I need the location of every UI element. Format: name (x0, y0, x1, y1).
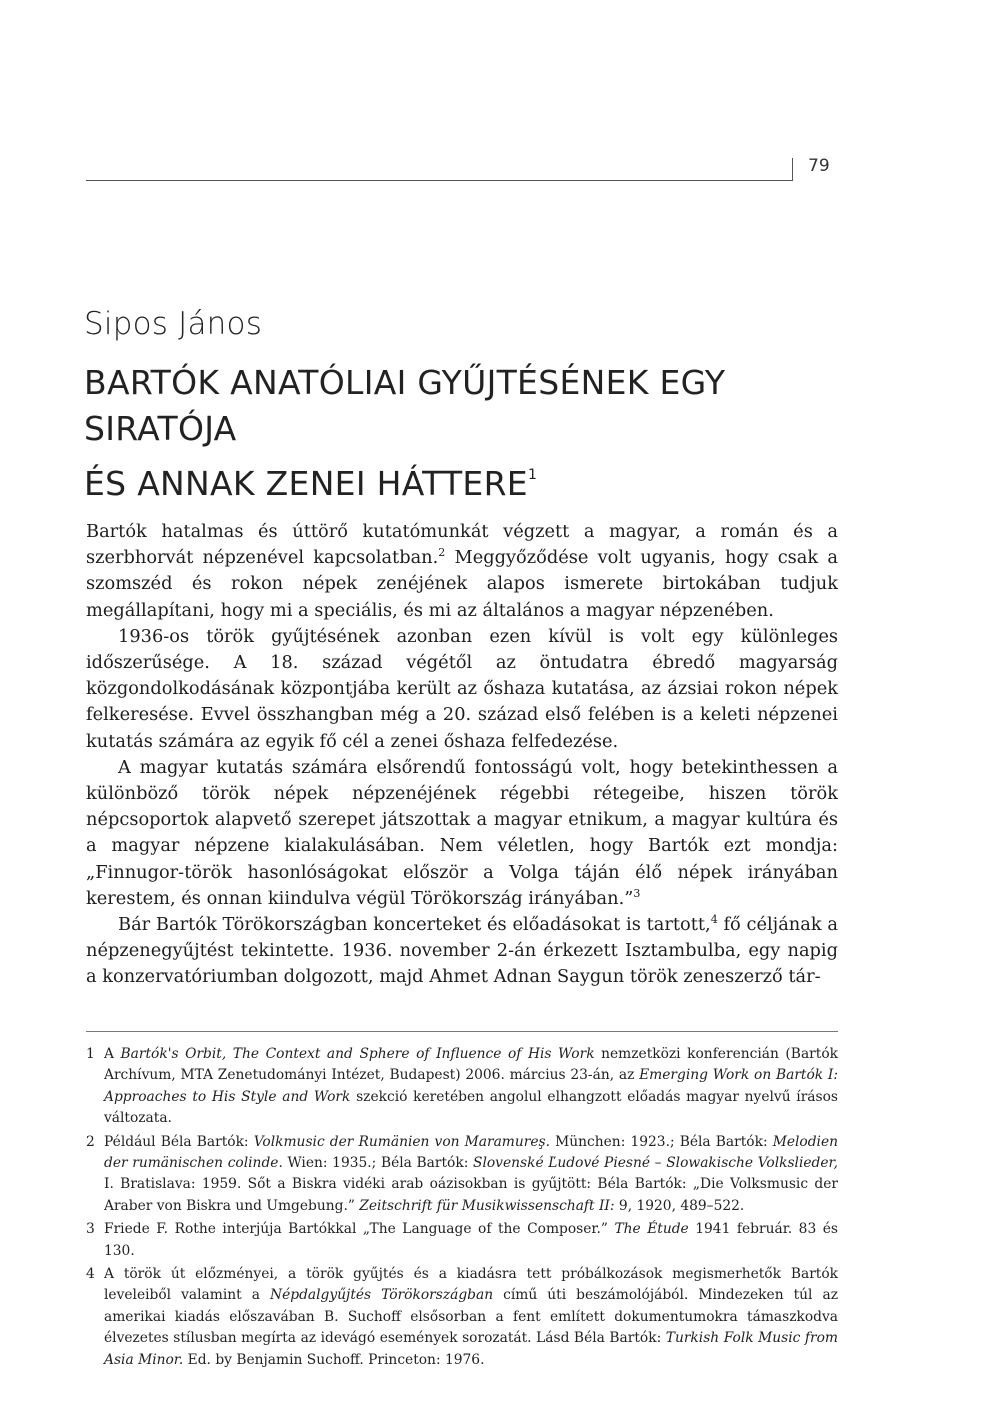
title-line-2-text: ÉS ANNAK ZENEI HÁTTERE (84, 464, 528, 503)
fn2-a: Például Béla Bartók: (104, 1133, 254, 1150)
footnote-ref-2[interactable]: 2 (438, 546, 446, 560)
fn1-a-italic: Bartók's Orbit, The Context and Sphere of Influence of His Work (120, 1046, 595, 1062)
footnote-3 (86, 1219, 838, 1262)
fn3-a: Friede F. Rothe interjúja Bartókkal „The Language of the Composer.” (104, 1221, 615, 1238)
fn4-a: A török út előzményei, a török gyűjtés és a kiadásra tett próbálkozások megismerhetők Bartók leveleiből valamint a (104, 1266, 838, 1304)
paragraph-1-text-b: Meggyőződése volt ugyanis, hogy csak a szomszéd és rokon népek zenéjének alapos ismerete birtokában tudjuk megállapítani, hogy mi a speciális, és mi az általános a magyar népzenében. (86, 547, 838, 621)
footnote-text (104, 1044, 838, 1130)
footnotes (86, 1044, 838, 1373)
paragraph-4-text-a: Bár Bartók Törökországban koncerteket és előadásokat is tartott, (118, 914, 711, 936)
fn1-a: A (104, 1046, 121, 1062)
fn1-b: nemzetközi konferencián (Bartók Archívum, MTA Zenetudományi Intézet, Budapest) 2006. március 23-án, az (104, 1046, 838, 1084)
footnote-rule (86, 1031, 838, 1032)
title-line-2 (84, 452, 864, 507)
fn2-b-italic: Melodien der rumänischen colinde. (104, 1133, 839, 1172)
footnote-number: 2 (86, 1133, 95, 1150)
paragraph-4-text-b: fő céljának a népzenegyűjtést tekintette. 1936. november 2-án érkezett Isztambulba, egy napig a konzervatóriumban dolgozott, majd Ahmet Adnan Saygun török zeneszerző tár- (86, 914, 838, 988)
footnote-ref-4[interactable]: 4 (710, 913, 718, 927)
fn4-a-italic: Népdalgyűjtés Törökországban (270, 1287, 494, 1304)
fn1-c: szekció keretében angolul elhangzott előadás magyar nyelvű írásos változata. (104, 1088, 838, 1127)
fn2-d: I. Bratislava: 1959. Sőt a Biskra vidéki arab oázisokban is gyűjtött: Béla Bartók: „Die Volksmusic der Araber von Biskra und Umgebung.” (104, 1176, 838, 1214)
fn4-b: című úti beszámolójából. Mindezeken túl az amerikai kiadás előszavában B. Suchoff elsősorban a fent említett dokumentumokra támaszkodva élvezetes stílusban megírta az idevágó események sorozatát. Lásd Béla Bartók: (104, 1287, 838, 1347)
paragraph-3 (86, 755, 838, 912)
author-name: Sipos János (84, 306, 263, 342)
paragraph-1 (86, 519, 838, 624)
header-divider-tick (792, 158, 793, 181)
footnote-ref-3[interactable]: 3 (633, 886, 641, 900)
header-rule (86, 180, 792, 181)
body-text (86, 519, 838, 991)
paragraph-3-text: A magyar kutatás számára elsőrendű fontosságú volt, hogy betekinthessen a különböző török népek népzenéjének régebbi rétegeibe, hiszen török népcsoportok alapvető szerepet játszottak a magyar etnikum, a magyar kultúra és a magyar népzene kialakulásában. Nem véletlen, hogy Bartók ezt mondja: „Finnugor-török hasonlóságokat először a Volga táján élő népek irányában kerestem, és onnan kiindulva végül Törökország irányában.” (86, 756, 838, 909)
footnote-4 (86, 1264, 838, 1371)
paragraph-1-text-a: Bartók hatalmas és úttörő kutatómunkát végzett a magyar, a román és a szerbhorvát népzenével kapcsolatban. (86, 521, 838, 569)
fn3-a-italic: The Étude (614, 1221, 689, 1238)
title-line-1: BARTÓK ANATÓLIAI GYŰJTÉSÉNEK EGY SIRATÓJA (84, 363, 726, 448)
fn4-b-italic: Turkish Folk Music from Asia Minor. (104, 1330, 838, 1368)
fn2-e: 9, 1920, 489–522. (614, 1197, 745, 1214)
footnote-2 (86, 1132, 838, 1218)
fn2-c-italic: Slovenské Ľudové Piesné – Slowakische Volkslieder, (473, 1155, 839, 1172)
footnote-text (104, 1219, 838, 1262)
article-title (84, 360, 864, 507)
fn1-b-italic: Emerging Work on Bartók I: Approaches to His Style and Work (104, 1067, 838, 1105)
fn2-c: Wien: 1935.; Béla Bartók: (282, 1155, 473, 1172)
footnote-text (104, 1264, 838, 1371)
fn2-b: München: 1923.; Béla Bartók: (550, 1133, 773, 1150)
fn4-c: Ed. by Benjamin Suchoff. Princeton: 1976. (183, 1351, 485, 1368)
fn3-b: 1941 február. 83 és 130. (104, 1221, 838, 1259)
footnote-text (104, 1132, 838, 1218)
fn2-d-italic: Zeitschrift für Musikwissenschaft II: (359, 1197, 615, 1214)
page-number: 79 (808, 156, 830, 176)
fn2-a-italic: Volkmusic der Rumänien von Maramureş. (253, 1133, 551, 1150)
paragraph-2: 1936-os török gyűjtésének azonban ezen kívül is volt egy különleges időszerűsége. A 18. század végétől az öntudatra ébredő magyarság közgondolkodásának központjába került az őshaza kutatása, az ázsiai rokon népek felkeresése. Evvel összhangban még a 20. század első felében is a keleti népzenei kutatás számára az egyik fő cél a zenei őshaza felfedezése. (86, 625, 838, 752)
footnote-1 (86, 1044, 838, 1130)
footnote-number: 3 (86, 1221, 95, 1238)
paragraph-4 (86, 912, 838, 991)
footnote-number: 1 (86, 1046, 95, 1062)
title-footnote-ref[interactable]: 1 (527, 467, 538, 483)
footnote-number: 4 (86, 1266, 95, 1283)
